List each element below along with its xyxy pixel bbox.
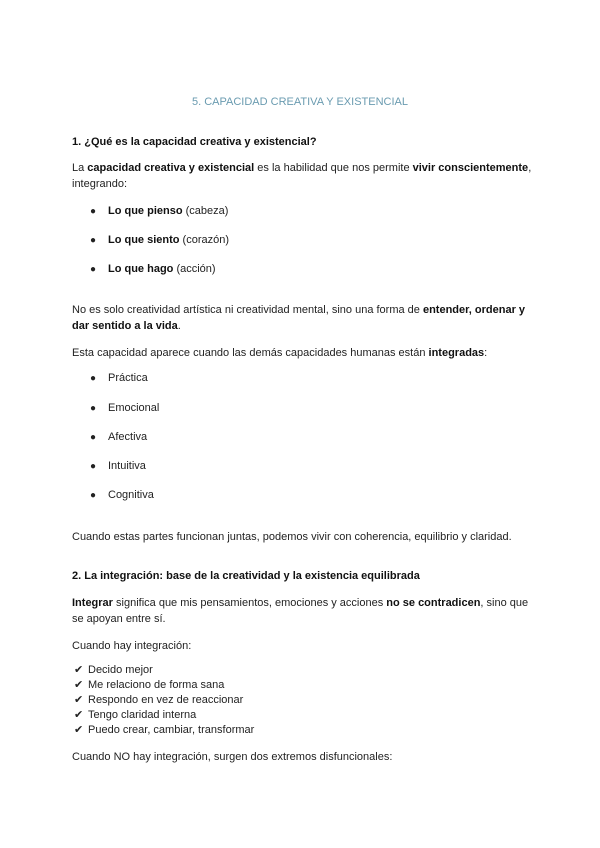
- page-title: 5. CAPACIDAD CREATIVA Y EXISTENCIAL: [192, 96, 408, 108]
- section1-heading: 1. ¿Qué es la capacidad creativa y existencial?: [72, 136, 317, 148]
- list-item: ● Práctica: [90, 370, 148, 386]
- bullet-icon: ●: [90, 432, 97, 443]
- list-item: ● Lo que pienso (cabeza): [90, 203, 228, 219]
- list-item: ● Cognitiva: [90, 487, 154, 503]
- check-icon: ✔: [74, 679, 84, 691]
- section2-heading: 2. La integración: base de la creatividad y la existencia equilibrada: [72, 570, 420, 582]
- bullet-icon: ●: [90, 403, 97, 414]
- section1-intro: La capacidad creativa y existencial es la habilidad que nos permite vivir conscientemente, integrando:: [72, 162, 532, 190]
- check-icon: ✔: [74, 694, 84, 706]
- bullet-icon: ●: [90, 373, 97, 384]
- list-item: ● Afectiva: [90, 429, 147, 445]
- list-item: ● Emocional: [90, 400, 159, 416]
- check-icon: ✔: [74, 724, 84, 736]
- bullet-icon: ●: [90, 235, 97, 246]
- list-item: ✔ Tengo claridad interna: [74, 709, 197, 721]
- bullet-icon: ●: [90, 264, 97, 275]
- bullet-icon: ●: [90, 490, 97, 501]
- list-item: ● Lo que hago (acción): [90, 261, 216, 277]
- bullet-icon: ●: [90, 206, 97, 217]
- check-icon: ✔: [74, 709, 84, 721]
- list-item: ✔ Decido mejor: [74, 664, 153, 676]
- section1-paragraph: Esta capacidad aparece cuando las demás capacidades humanas están integradas:: [72, 347, 488, 359]
- section2-paragraph: Integrar significa que mis pensamientos, emociones y acciones no se contradicen, sino que se apoyan entre sí.: [72, 597, 529, 625]
- when-no-integration-label: Cuando NO hay integración, surgen dos extremos disfuncionales:: [72, 751, 393, 763]
- list-item: ✔ Me relaciono de forma sana: [74, 679, 225, 691]
- list-item: ● Lo que siento (corazón): [90, 232, 229, 248]
- list-item: ● Intuitiva: [90, 458, 146, 474]
- section1-closing: Cuando estas partes funcionan juntas, podemos vivir con coherencia, equilibrio y claridad.: [72, 531, 512, 543]
- list-item: ✔ Respondo en vez de reaccionar: [74, 694, 244, 706]
- section1-paragraph: No es solo creatividad artística ni creatividad mental, sino una forma de entender, ordenar y dar sentido a la vida.: [72, 304, 526, 332]
- list-item: ✔ Puedo crear, cambiar, transformar: [74, 724, 255, 736]
- bullet-icon: ●: [90, 461, 97, 472]
- check-icon: ✔: [74, 664, 84, 676]
- when-integration-label: Cuando hay integración:: [72, 640, 192, 652]
